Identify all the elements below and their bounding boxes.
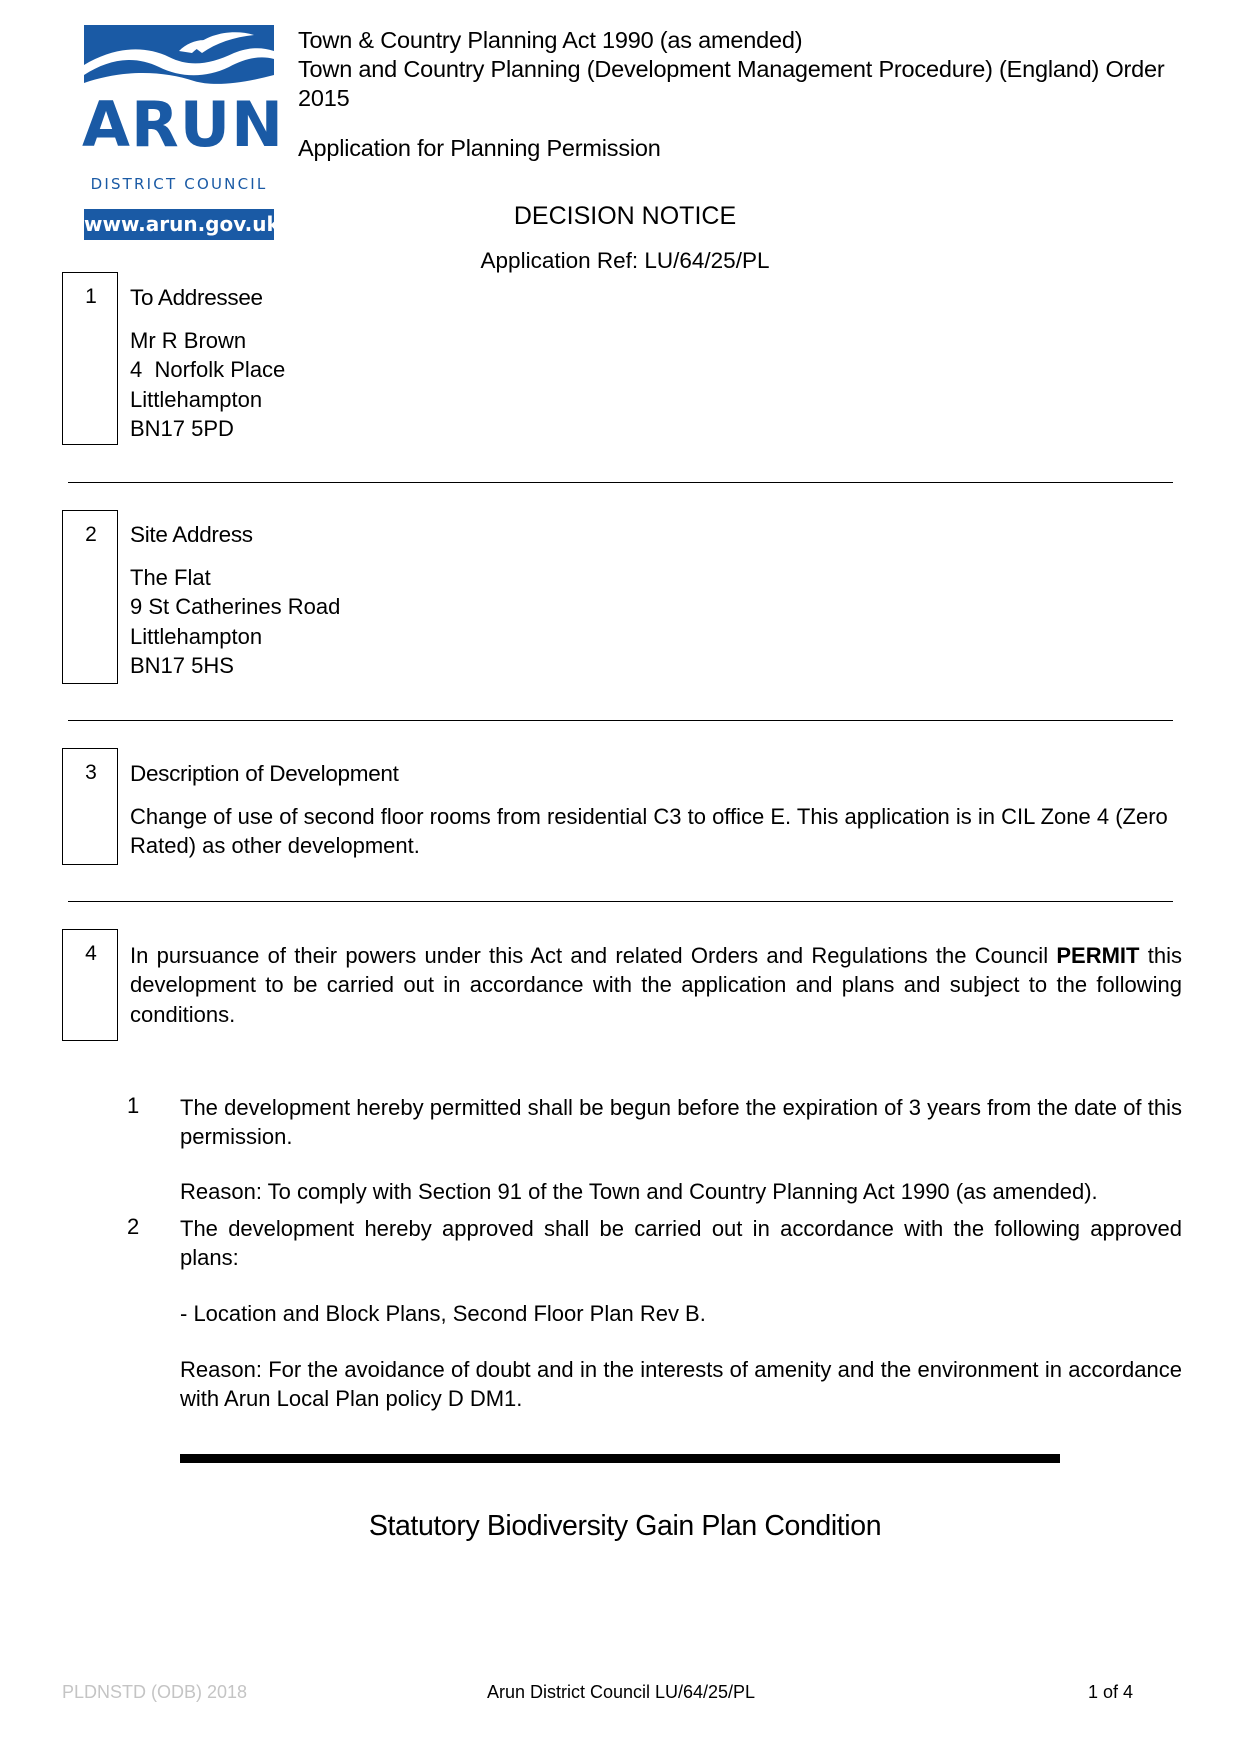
address-line: 4 Norfolk Place [130,357,286,383]
condition-number: 2 [127,1214,140,1239]
section-title-description: Description of Development [130,761,399,786]
divider [68,901,1173,902]
address-line: 9 St Catherines Road [130,594,341,620]
footer-council-ref: Arun District Council LU/64/25/PL [486,1682,756,1702]
logo-url: www.arun.gov.uk [84,209,274,240]
section-number: 4 [85,942,97,965]
footer-form-code: PLDNSTD (ODB) 2018 [62,1682,248,1702]
address-line: BN17 5PD [130,416,234,442]
site-address-block [130,563,340,681]
page-number: 1 of 4 [1088,1682,1134,1702]
condition-plans: - Location and Block Plans, Second Floor Plan Rev B. [180,1301,706,1326]
condition-reason: Reason: To comply with Section 91 of the Town and Country Planning Act 1990 (as amended). [180,1179,1098,1204]
section-title-site-address: Site Address [130,522,253,547]
condition-number: 1 [127,1093,140,1118]
logo-subtitle: DISTRICT COUNCIL [90,175,268,193]
arun-logo [82,25,284,236]
section-number: 1 [85,285,97,308]
notice-title: DECISION NOTICE [513,202,737,230]
address-line: Mr R Brown [130,328,247,353]
act-line: Town & Country Planning Act 1990 (as amended) [298,27,803,53]
logo-bird-wave-icon [84,25,274,87]
divider [68,482,1173,483]
section-number-box [62,272,118,445]
development-description: Change of use of second floor rooms from residential C3 to office E. This application is in CIL Zone 4 (Zero Rated) as other development. [130,804,1168,859]
section-number-box [62,748,118,865]
address-line: BN17 5HS [130,653,234,679]
address-line: Littlehampton [130,623,263,649]
biodiversity-heading: Statutory Biodiversity Gain Plan Condition [368,1510,882,1542]
section-title-addressee: To Addressee [130,285,263,310]
divider [68,720,1173,721]
section-number-box [62,929,118,1041]
address-line: Littlehampton [130,386,263,412]
section-separator-bar [180,1454,1060,1463]
decision-text-after: this development to be carried out in accordance with the application and plans and subject to the following conditions. [130,943,1182,1027]
section-number: 3 [85,761,97,784]
order-line-1: Town and Country Planning (Development Management Procedure) (England) Order [298,56,1165,82]
address-line: The Flat [130,565,211,590]
condition-text: The development hereby permitted shall be begun before the expiration of 3 years from the date of this permission. [180,1095,1182,1150]
condition-reason: Reason: For the avoidance of doubt and in the interests of amenity and the environment in accordance with Arun Local Plan policy D DM1. [180,1357,1182,1412]
section-number-box [62,510,118,684]
section-number: 2 [85,523,97,546]
addressee-block [130,326,285,444]
application-ref: Application Ref: LU/64/25/PL [480,248,770,273]
application-type: Application for Planning Permission [298,135,661,161]
decision-statement [130,941,1182,1029]
decision-permit: PERMIT [1056,943,1140,968]
order-line-2: 2015 [298,85,350,111]
condition-text: The development hereby approved shall be carried out in accordance with the following approved plans: [180,1216,1182,1271]
decision-text-before: In pursuance of their powers under this Act and related Orders and Regulations the Council [130,943,1057,968]
logo-name: ARUN [82,88,284,161]
